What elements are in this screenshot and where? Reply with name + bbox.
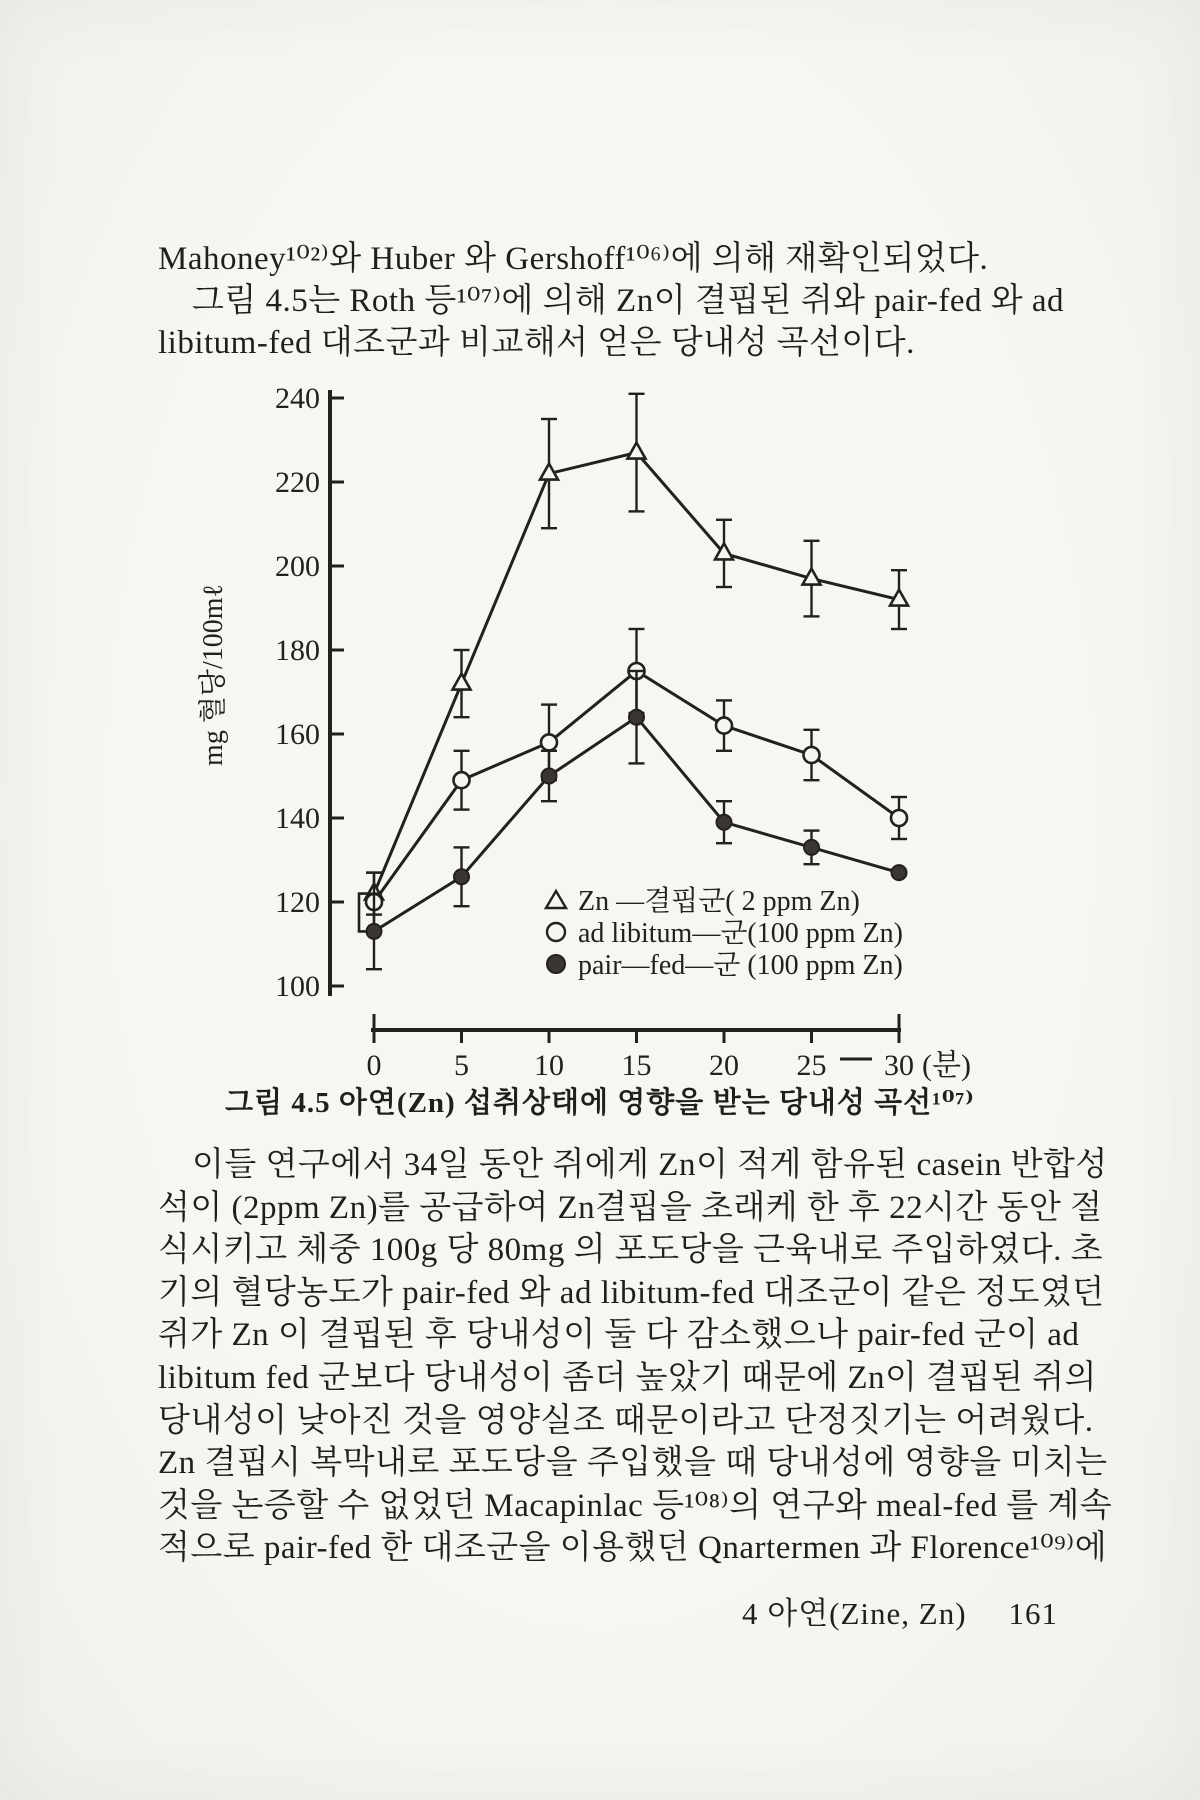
svg-text:25: 25 <box>796 1049 827 1082</box>
text-line: 당내성이 낮아진 것을 영양실조 때문이라고 단정짓기는 어려웠다. <box>158 1402 1094 1439</box>
y-axis <box>275 382 344 1003</box>
text-line: 그림 4.5는 Roth 등¹⁰⁷⁾에 의해 Zn이 결핍된 쥐와 pair-fed 와 ad <box>192 283 1065 319</box>
svg-text:(분): (분) <box>922 1049 971 1082</box>
svg-text:20: 20 <box>709 1049 739 1082</box>
svg-text:pair—fed—군 (100 ppm Zn): pair—fed—군 (100 ppm Zn) <box>578 950 903 981</box>
text-line: 석이 (2ppm Zn)를 공급하여 Zn결핍을 초래케 한 후 22시간 동안 절 <box>158 1189 1103 1226</box>
svg-text:ad libitum—군(100 ppm Zn): ad libitum—군(100 ppm Zn) <box>578 918 903 949</box>
svg-text:0: 0 <box>366 1049 382 1082</box>
text-line: 기의 혈당농도가 pair-fed 와 ad libitum-fed 대조군이 같은 정도였던 <box>158 1274 1105 1311</box>
svg-text:mg 혈당/100mℓ: mg 혈당/100mℓ <box>198 584 229 766</box>
page-footer <box>742 1588 1058 1633</box>
text-line: libitum fed 군보다 당내성이 좀더 높았기 때문에 Zn이 결핍된 쥐의 <box>158 1359 1097 1396</box>
text-line: libitum-fed 대조군과 비교해서 얻은 당내성 곡선이다. <box>158 325 915 361</box>
svg-text:180: 180 <box>275 634 320 667</box>
text-line: Zn 결핍시 복막내로 포도당을 주입했을 때 당내성에 영향을 미치는 <box>158 1445 1108 1482</box>
chart-legend <box>546 885 903 981</box>
svg-text:160: 160 <box>275 718 320 751</box>
svg-text:30: 30 <box>884 1049 914 1082</box>
y-axis-label <box>197 584 229 766</box>
svg-text:220: 220 <box>275 466 320 499</box>
svg-text:10: 10 <box>534 1049 564 1082</box>
text-line: 쥐가 Zn 이 결핍된 후 당내성이 둘 다 감소했으나 pair-fed 군이 ad <box>158 1317 1080 1354</box>
text-line: 적으로 pair-fed 한 대조군을 이용했던 Qnartermen 과 Florence¹⁰⁹⁾에 <box>158 1530 1108 1567</box>
svg-text:200: 200 <box>275 550 320 583</box>
svg-text:140: 140 <box>275 802 320 835</box>
tolerance-chart-svg <box>0 330 1200 1142</box>
svg-text:100: 100 <box>275 970 320 1003</box>
chapter-label: 4 아연(Zine, Zn) <box>742 1596 967 1631</box>
text-line: 것을 논증할 수 없었던 Macapinlac 등¹⁰⁸⁾의 연구와 meal-fed 를 계속 <box>158 1487 1113 1524</box>
svg-text:Zn —결핍군( 2 ppm Zn): Zn —결핍군( 2 ppm Zn) <box>578 886 860 917</box>
text-line: 식시키고 체중 100g 당 80mg 의 포도당을 근육내로 주입하였다. 초 <box>158 1232 1103 1269</box>
text-line: Mahoney¹⁰²⁾와 Huber 와 Gershoff¹⁰⁶⁾에 의해 재확인되었다. <box>158 241 989 277</box>
x-axis <box>367 1014 971 1082</box>
svg-text:5: 5 <box>454 1049 469 1082</box>
svg-text:15: 15 <box>621 1049 652 1082</box>
text-line: 이들 연구에서 34일 동안 쥐에게 Zn이 적게 함유된 casein 반합성 <box>192 1147 1108 1183</box>
figure-caption: 그림 4.5 아연(Zn) 섭취상태에 영향을 받는 당내성 곡선¹⁰⁷⁾ <box>225 1087 975 1119</box>
svg-text:240: 240 <box>275 382 320 415</box>
svg-text:120: 120 <box>275 886 320 919</box>
body-paragraph <box>158 1144 1113 1570</box>
series-lines <box>365 394 908 969</box>
page-number: 161 <box>1008 1596 1059 1631</box>
